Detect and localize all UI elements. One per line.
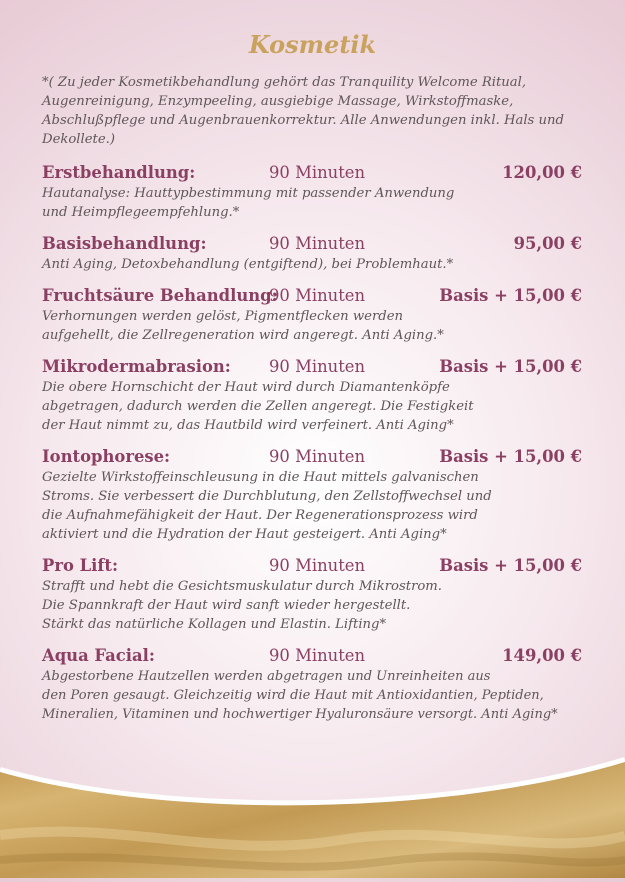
treatment-duration: 90 Minuten xyxy=(269,447,366,466)
treatment-name: Aqua Facial: xyxy=(42,646,155,665)
treatment-description: Verhornungen werden gelöst, Pigmentflecken werden aufgehellt, die Zellregeneration wird angeregt. Anti Aging.* xyxy=(42,309,444,343)
treatment-description: Strafft und hebt die Gesichtsmuskulatur durch Mikrostrom. Die Spannkraft der Haut wird sanft wieder hergestellt. Stärkt das natürliche Kollagen und Elastin. Lifting* xyxy=(42,579,443,632)
treatment-duration: 90 Minuten xyxy=(269,286,366,305)
treatment-duration: 90 Minuten xyxy=(269,556,366,575)
treatment-entry xyxy=(42,356,582,435)
treatment-name: Iontophorese: xyxy=(42,447,171,466)
treatment-name: Erstbehandlung: xyxy=(42,163,196,182)
treatment-entry xyxy=(42,446,582,544)
intro-note: *( Zu jeder Kosmetikbehandlung gehört das Tranquility Welcome Ritual, Augenreinigung, Enzympeeling, ausgiebige Massage, Wirkstoffmaske, Abschlußpflege und Augenbrauenkorrektur. Alle Anwendungen inkl. Hals und Dekollete.) xyxy=(42,75,564,147)
treatment-description: Abgestorbene Hautzellen werden abgetragen und Unreinheiten aus den Poren gesaugt. Gleichzeitig wird die Haut mit Antioxidantien, Peptiden, Mineralien, Vitaminen und hochwertiger Hyaluronsäure versorgt. Anti Aging* xyxy=(42,669,558,722)
treatment-price: Basis + 15,00 € xyxy=(439,556,582,575)
treatment-entry xyxy=(42,645,587,724)
treatment-description: Anti Aging, Detoxbehandlung (entgiftend), bei Problemhaut.* xyxy=(42,257,454,272)
treatment-entry xyxy=(42,285,582,345)
treatment-name: Basisbehandlung: xyxy=(42,234,207,253)
treatment-entry xyxy=(42,233,582,274)
page-title: Kosmetik xyxy=(248,30,377,59)
treatment-name: Mikrodermabrasion: xyxy=(42,357,231,376)
treatment-duration: 90 Minuten xyxy=(269,357,366,376)
treatment-price: 95,00 € xyxy=(513,234,582,253)
treatment-description: Die obere Hornschicht der Haut wird durch Diamantenköpfe abgetragen, dadurch werden die Zellen angeregt. Die Festigkeit der Haut nimmt zu, das Hautbild wird verfeinert. Anti Aging* xyxy=(42,380,474,433)
treatment-duration: 90 Minuten xyxy=(269,646,366,665)
treatment-duration: 90 Minuten xyxy=(269,234,366,253)
gold-wave-decoration xyxy=(0,740,625,878)
treatment-price: 120,00 € xyxy=(502,163,582,182)
treatment-entry xyxy=(42,555,582,634)
treatment-duration: 90 Minuten xyxy=(269,163,366,182)
treatment-price: Basis + 15,00 € xyxy=(439,447,582,466)
treatment-name: Fruchtsäure Behandlung: xyxy=(42,286,278,305)
treatment-name: Pro Lift: xyxy=(42,556,119,575)
treatment-description: Hautanalyse: Hauttypbestimmung mit passender Anwendung und Heimpflegeempfehlung.* xyxy=(42,186,455,220)
treatment-entry xyxy=(42,162,582,222)
treatment-price: Basis + 15,00 € xyxy=(439,357,582,376)
gold-foil-footer xyxy=(0,740,625,878)
treatment-price: 149,00 € xyxy=(502,646,582,665)
treatment-description: Gezielte Wirkstoffeinschleusung in die Haut mittels galvanischen Stroms. Sie verbessert die Durchblutung, den Zellstoffwechsel und die Aufnahmefähigkeit der Haut. Der Regenerationsprozess wird aktiviert und die Hydration der Haut gesteigert. Anti Aging* xyxy=(42,470,492,542)
treatment-price: Basis + 15,00 € xyxy=(439,286,582,305)
